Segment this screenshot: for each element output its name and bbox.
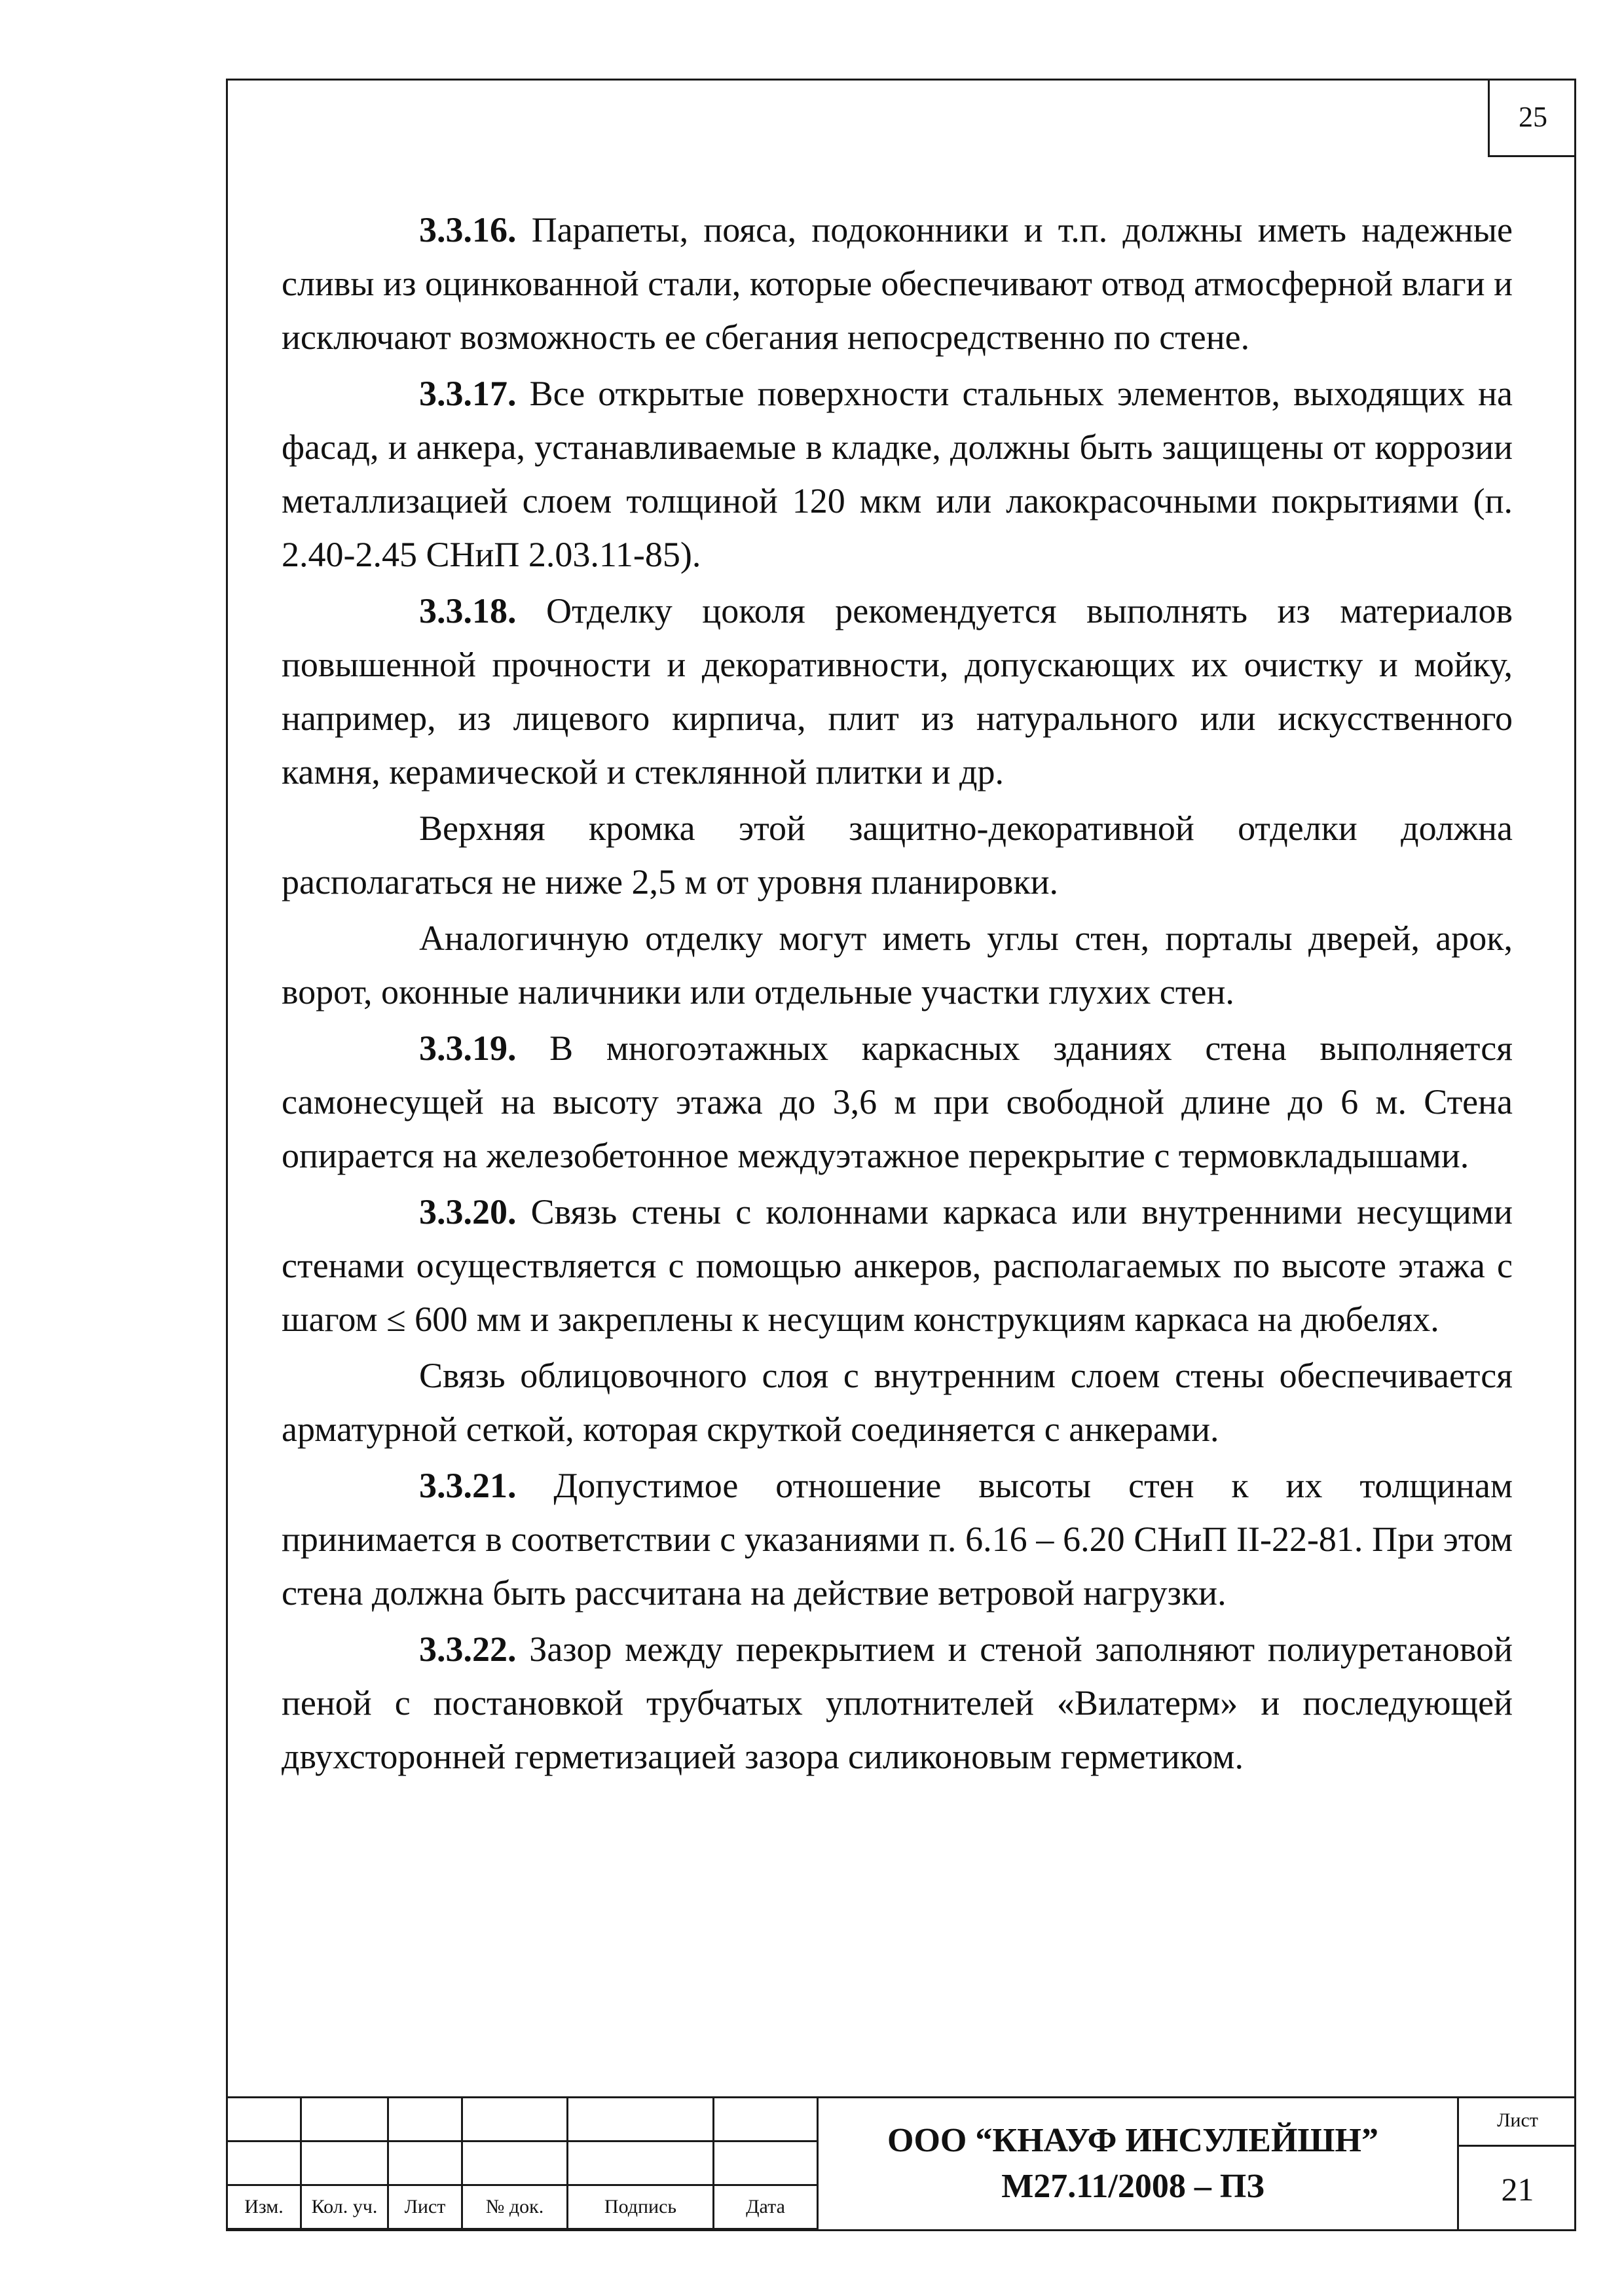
paragraph — [282, 911, 1513, 1019]
document-body — [282, 203, 1513, 1786]
col-header: Изм. — [227, 2185, 301, 2229]
paragraph-text: Верхняя кромка этой защитно-декоративной отделки должна располагаться не ниже 2,5 м от уровня планировки. — [282, 809, 1513, 902]
paragraph-text: Все открытые поверхности стальных элементов, выходящих на фасад, и анкера, устанавливаемые в кладке, должны быть защищены от коррозии металлизацией слоем толщиной 120 мкм или лакокрасочными покрытиями (п. 2.40-2.45 СНиП 2.03.11-85). — [282, 374, 1513, 574]
title-block — [226, 2096, 1576, 2231]
paragraph — [282, 1185, 1513, 1346]
paragraph-text: В многоэтажных каркасных зданиях стена выполняется самонесущей на высоту этажа до 3,6 м при свободной длине до 6 м. Стена опирается на железобетонное междуэтажное перекрытие с термовкладышами. — [282, 1029, 1513, 1175]
col-header: № док. — [462, 2185, 568, 2229]
paragraph-number: 3.3.21. — [419, 1466, 517, 1505]
paragraph — [282, 367, 1513, 581]
sheet-number: 21 — [1501, 2170, 1534, 2208]
paragraph — [282, 1021, 1513, 1182]
organization-name: ООО “КНАУФ ИНСУЛЕЙШН” — [887, 2122, 1378, 2159]
paragraph-number: 3.3.20. — [419, 1192, 517, 1231]
title-block-center — [809, 2096, 1457, 2231]
paragraph-text: Парапеты, пояса, подоконники и т.п. должны иметь надежные сливы из оцинкованной стали, которые обеспечивают отвод атмосферной влаги и исключают возможность ее сбегания непосредственно по стене. — [282, 210, 1513, 357]
sheet-label: Лист — [1459, 2096, 1576, 2147]
paragraph — [282, 584, 1513, 799]
table-row — [227, 2185, 818, 2229]
paragraph — [282, 203, 1513, 364]
col-header: Лист — [388, 2185, 462, 2229]
revision-table — [226, 2096, 819, 2230]
page-number: 25 — [1488, 79, 1576, 157]
table-row — [227, 2141, 818, 2185]
col-header: Подпись — [568, 2185, 714, 2229]
table-row — [227, 2098, 818, 2141]
paragraph-text: Связь стены с колоннами каркаса или внутренними несущими стенами осуществляется с помощью анкеров, располагаемых по высоте этажа с шагом ≤ 600 мм и закреплены к несущим конструкциям каркаса на дюбелях. — [282, 1192, 1513, 1339]
paragraph-number: 3.3.22. — [419, 1630, 517, 1669]
col-header: Кол. уч. — [301, 2185, 388, 2229]
paragraph-text: Связь облицовочного слоя с внутренним слоем стены обеспечивается арматурной сеткой, которая скруткой соединяется с анкерами. — [282, 1356, 1513, 1449]
sheet-box — [1457, 2096, 1576, 2231]
paragraph-text: Зазор между перекрытием и стеной заполняют полиуретановой пеной с постановкой трубчатых уплотнителей «Вилатерм» и последующей двухсторонней герметизацией зазора силиконовым герметиком. — [282, 1630, 1513, 1776]
paragraph — [282, 1349, 1513, 1456]
document-code: М27.11/2008 – ПЗ — [1001, 2168, 1264, 2205]
col-header: Дата — [714, 2185, 818, 2229]
paragraph — [282, 1622, 1513, 1783]
paragraph-number: 3.3.18. — [419, 591, 517, 630]
paragraph — [282, 801, 1513, 909]
paragraph-text: Допустимое отношение высоты стен к их толщинам принимается в соответствии с указаниями п. 6.16 – 6.20 СНиП II-22-81. При этом стена должна быть рассчитана на действие ветровой нагрузки. — [282, 1466, 1513, 1613]
paragraph-number: 3.3.16. — [419, 210, 517, 249]
paragraph-number: 3.3.19. — [419, 1029, 517, 1068]
paragraph-number: 3.3.17. — [419, 374, 517, 413]
paragraph-text: Отделку цоколя рекомендуется выполнять из материалов повышенной прочности и декоративности, допускающих их очистку и мойку, например, из лицевого кирпича, плит из натурального или искусственного камня, керамической и стеклянной плитки и др. — [282, 591, 1513, 792]
paragraph-text: Аналогичную отделку могут иметь углы стен, порталы дверей, арок, ворот, оконные наличники или отдельные участки глухих стен. — [282, 919, 1513, 1011]
paragraph — [282, 1459, 1513, 1620]
